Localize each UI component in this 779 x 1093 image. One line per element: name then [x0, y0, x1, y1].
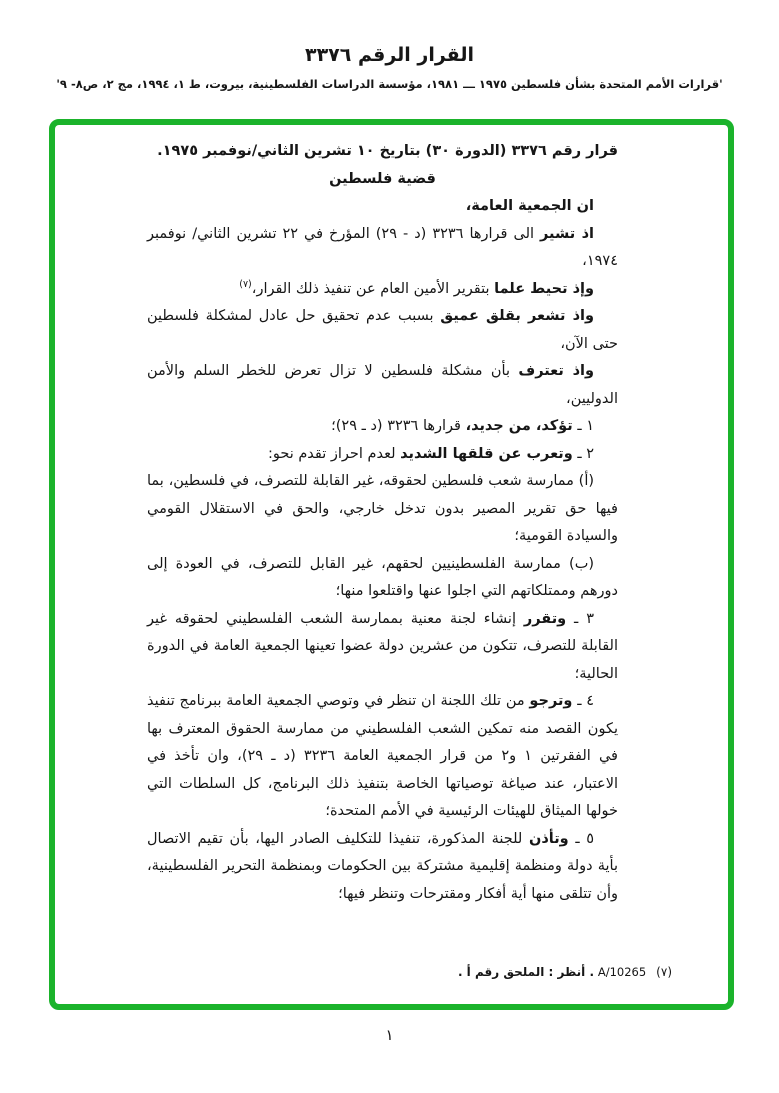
paragraph-number: (أ) [573, 473, 594, 489]
resolution-paragraph [147, 441, 618, 469]
paragraph-number: ٤ ـ [572, 693, 595, 709]
paragraph-number: ٢ ـ [572, 445, 594, 462]
footnote [458, 965, 672, 979]
paragraph-lead: اذ تشير [540, 225, 594, 242]
resolution-paragraph [147, 358, 618, 413]
paragraph-lead: وترجو [529, 693, 573, 709]
paragraph-text: للجنة المذكورة، تنفيذا للتكليف الصادر اليها، بأن تقيم الاتصال بأية دولة ومنظمة إقليمية مشتركة بين الحكومات وبمنظمة التحرير الفلسطينية، وأن تتلقى منها أية أفكار ومقترحات وتنظر فيها؛ [147, 830, 618, 902]
resolution-paragraph [147, 303, 618, 358]
page-number: ١ [385, 1026, 394, 1044]
footnote-reference: (٧) [239, 278, 252, 290]
paragraph-lead: واذ تعترف [518, 363, 595, 379]
paragraph-text: ممارسة الفلسطينيين لحقهم، غير القابل للتصرف، في العودة إلى دورهم وممتلكاتهم التي اجلوا عنها واقتلعوا منها؛ [147, 555, 618, 599]
paragraph-number: ١ ـ [572, 418, 594, 434]
resolution-paragraph [147, 606, 618, 689]
resolution-paragraph [147, 688, 618, 826]
paragraph-lead: وإذ تحيط علما [494, 280, 594, 297]
resolution-subject: قضية فلسطين [329, 170, 436, 187]
resolution-paragraph [147, 826, 618, 909]
paragraph-text: بسبب عدم تحقيق حل عادل لمشكلة فلسطين حتى الآن، [147, 308, 618, 352]
paragraph-text: ممارسة شعب فلسطين لحقوقه، غير القابلة للتصرف، في فلسطين، بما فيها حق تقرير المصير بدون تدخل خارجي، والحق في الاستقلال القومي والسيادة القومية؛ [147, 473, 618, 544]
paragraph-number: ٥ ـ [568, 830, 594, 847]
paragraph-number: (ب) [560, 555, 594, 572]
paragraph-text: قرارها ٣٢٣٦ (د ـ ٢٩)؛ [331, 418, 466, 434]
paragraph-text: من تلك اللجنة ان تنظر في وتوصي الجمعية العامة ببرنامج تنفيذ يكون القصد منه تمكين الشعب الفلسطيني من ممارسة الحقوق المعترف بها في الفقرتين ١ و٢ من قرار الجمعية العامة ٣٢٣٦ (د ـ ٢٩)، وان تأخذ في الاعتبار، عند صياغة توصياتها الخاصة بتنفيذ ذلك البرنامج، كل السلطات التي خولها الميثاق للهيئات الرئيسية في الأمم المتحدة؛ [147, 693, 618, 819]
resolution-opening: ان الجمعية العامة، [465, 198, 594, 214]
paragraph-lead: تؤكد، من جديد، [465, 418, 573, 434]
resolution-paragraph [147, 551, 618, 606]
resolution-body [147, 138, 618, 908]
paragraph-text: لعدم احراز تقدم نحو: [267, 445, 401, 462]
page-title: القرار الرقم ٣٣٧٦ [304, 44, 475, 66]
resolution-heading: قرار رقم ٣٣٧٦ (الدورة ٣٠) بتاريخ ١٠ تشرين الثاني/نوفمبر ١٩٧٥. [157, 143, 618, 159]
paragraph-lead: وتعرب عن قلقها الشديد [400, 445, 573, 462]
paragraphs-container [147, 221, 618, 909]
paragraph-text: بتقرير الأمين العام عن تنفيذ ذلك القرار، [251, 280, 495, 297]
footnote-text: . أنظر : الملحق رقم أ . [457, 965, 595, 979]
paragraph-lead: وتأذن [528, 830, 569, 847]
paragraph-text: بأن مشكلة فلسطين لا تزال تعرض للخطر السلم والأمن الدوليين، [147, 363, 618, 407]
paragraph-lead: وتقرر [523, 610, 567, 627]
paragraph-lead: واذ تشعر بقلق عميق [440, 308, 594, 324]
resolution-paragraph [147, 468, 618, 551]
paragraph-text: الى قرارها ٣٢٣٦ (د - ٢٩) المؤرخ في ٢٢ تشرين الثاني/ نوفمبر ١٩٧٤، [147, 225, 618, 269]
resolution-paragraph [147, 276, 618, 304]
resolution-paragraph [147, 413, 618, 441]
paragraph-text: إنشاء لجنة معنية بممارسة الشعب الفلسطيني لحقوقه غير القابلة للتصرف، تتكون من عشرين دولة عضوا تعينها الجمعية العامة في الدورة الحالية؛ [147, 610, 618, 682]
highlight-box [49, 119, 734, 1010]
footnote-marker: (٧) [656, 965, 672, 979]
paragraph-number: ٣ ـ [566, 610, 594, 627]
citation-line: 'قرارات الأمم المتحدة بشأن فلسطين ١٩٧٥ ـــ ١٩٨١، مؤسسة الدراسات الفلسطينية، بيروت، ط ١، ١٩٩٤، مج ٢، ص٨- ٩' [56, 77, 723, 91]
footnote-doc-symbol: A/10265 [597, 965, 647, 979]
resolution-paragraph [147, 221, 618, 276]
